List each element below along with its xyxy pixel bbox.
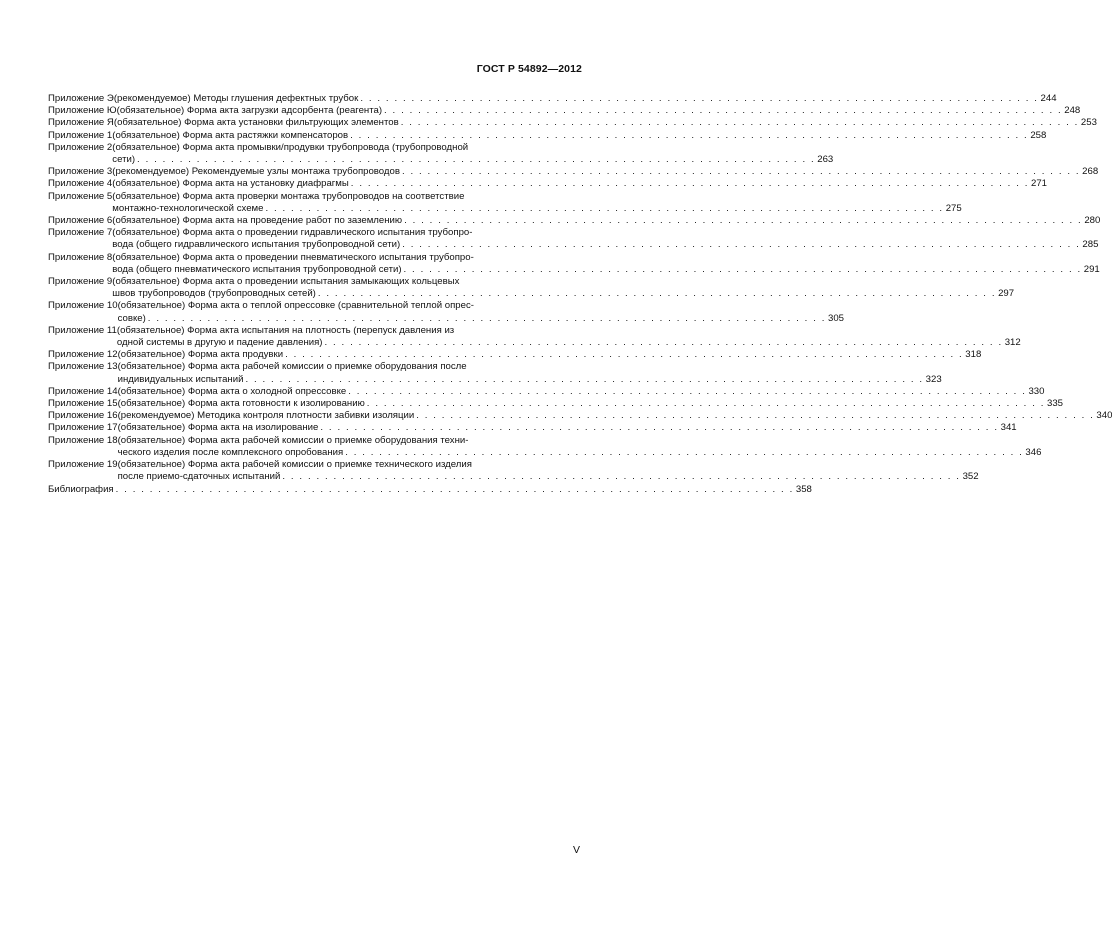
toc-entry[interactable]	[48, 93, 1057, 105]
dot-leader: . . . . . . . . . . . . . . . . . . . . . . . . . . . . . . . . . . . . . . . . . . . . . . . . . . . . . . . . . . . . . . . . . . . . . . . . . . . . . . . .	[147, 312, 827, 324]
toc-entry-title: совке)	[117, 312, 146, 324]
toc-entry-title: (обязательное) Форма акта продувки	[117, 349, 284, 361]
toc-entry-title: (обязательное) Форма акта загрузки адсорбента (реагента)	[116, 105, 383, 117]
dot-leader: . . . . . . . . . . . . . . . . . . . . . . . . . . . . . . . . . . . . . . . . . . . . . . . . . . . . . . . . . . . . . . . . . . . . . . . . . . . . . . . .	[265, 202, 944, 214]
toc-entry-title: (обязательное) Форма акта о проведении пневматического испытания трубопро-	[112, 251, 474, 263]
toc-entry[interactable]	[48, 117, 1097, 129]
toc-entry-page: 285	[1082, 239, 1099, 251]
toc-entry-page: 318	[965, 349, 982, 361]
dot-leader: . . . . . . . . . . . . . . . . . . . . . . . . . . . . . . . . . . . . . . . . . . . . . . . . . . . . . . . . . . . . . . . . . . . . . . . . . . . . . . . .	[317, 288, 997, 300]
toc-entry-title: после приемо-сдаточных испытаний	[117, 471, 281, 483]
toc-entry[interactable]	[48, 129, 1047, 142]
toc-entry-title: монтажно-технологической схеме	[112, 202, 264, 214]
dot-leader: . . . . . . . . . . . . . . . . . . . . . . . . . . . . . . . . . . . . . . . . . . . . . . . . . . . . . . . . . . . . . . . . . . . . . . . . . . . . . . . .	[384, 105, 1063, 117]
toc-entry-title: (рекомендуемое) Методы глушения дефектных трубок	[113, 93, 359, 104]
dot-leader: . . . . . . . . . . . . . . . . . . . . . . . . . . . . . . . . . . . . . . . . . . . . . . . . . . . . . . . . . . . . . . . . . . . . . . . . . . . . . . . .	[282, 471, 961, 483]
dot-leader: . . . . . . . . . . . . . . . . . . . . . . . . . . . . . . . . . . . . . . . . . . . . . . . . . . . . . . . . . . . . . . . . . . . . . . . . . . . . . . . .	[401, 166, 1081, 178]
dot-leader: . . . . . . . . . . . . . . . . . . . . . . . . . . . . . . . . . . . . . . . . . . . . . . . . . . . . . . . . . . . . . . . . . . . . . . . . . . . . . . . .	[404, 215, 1083, 227]
dot-leader: . . . . . . . . . . . . . . . . . . . . . . . . . . . . . . . . . . . . . . . . . . . . . . . . . . . . . . . . . . . . . . . . . . . . . . . . . . . . . . . .	[137, 154, 816, 166]
dot-leader: . . . . . . . . . . . . . . . . . . . . . . . . . . . . . . . . . . . . . . . . . . . . . . . . . . . . . . . . . . . . . . . . . . . . . . . . . . . . . . . .	[245, 373, 924, 385]
toc-entry-page: 258	[1030, 129, 1047, 141]
toc-entry[interactable]	[48, 300, 845, 324]
toc-entry[interactable]	[48, 422, 1017, 434]
toc-entry-page: 335	[1047, 398, 1064, 410]
toc-entry-page: 305	[828, 312, 845, 324]
toc-entry-title: (обязательное) Форма акта установки фильтрующих элементов	[113, 117, 399, 129]
toc-entry-label: Приложение 7	[48, 227, 113, 239]
toc-entry-label: Приложение 5	[48, 190, 113, 202]
toc-entry-page: 330	[1028, 385, 1045, 397]
toc-entry-label: Приложение 1	[48, 129, 113, 141]
toc-entry-page: 275	[945, 202, 962, 214]
toc-entry-label: Приложение 18	[48, 434, 118, 446]
dot-leader: . . . . . . . . . . . . . . . . . . . . . . . . . . . . . . . . . . . . . . . . . . . . . . . . . . . . . . . . . . . . . . . . . . . . . . . . . . . . . . . .	[350, 178, 1030, 190]
dot-leader: . . . . . . . . . . . . . . . . . . . . . . . . . . . . . . . . . . . . . . . . . . . . . . . . . . . . . . . . . . . . . . . . . . . . . . . . . . . . . . . .	[350, 129, 1029, 141]
toc-entry-label: Приложение 11	[48, 324, 117, 336]
toc-entry-label: Приложение 6	[48, 215, 113, 227]
toc-entry[interactable]	[48, 141, 834, 166]
toc-entry-label: Приложение Э	[48, 93, 114, 104]
toc-entry-title: вода (общего гидравлического испытания трубопроводной сети)	[112, 239, 401, 251]
toc-entry-page: 244	[1040, 93, 1057, 104]
toc-entry[interactable]	[48, 178, 1048, 190]
toc-entry-label: Библиография	[48, 483, 114, 495]
dot-leader: . . . . . . . . . . . . . . . . . . . . . . . . . . . . . . . . . . . . . . . . . . . . . . . . . . . . . . . . . . . . . . . . . . . . . . . . . . . . . . . .	[345, 446, 1024, 458]
toc-entry[interactable]	[48, 324, 1021, 349]
toc-entry-label: Приложение 8	[48, 251, 113, 263]
dot-leader: . . . . . . . . . . . . . . . . . . . . . . . . . . . . . . . . . . . . . . . . . . . . . . . . . . . . . . . . . . . . . . . . . . . . . . . . . . . . . . . .	[416, 410, 1095, 422]
toc-entry-title: (обязательное) Форма акта готовности к изолированию	[117, 398, 365, 410]
toc-entry-page: 352	[962, 471, 979, 483]
toc-entry[interactable]	[48, 434, 1042, 459]
dot-leader: . . . . . . . . . . . . . . . . . . . . . . . . . . . . . . . . . . . . . . . . . . . . . . . . . . . . . . . . . . . . . . . . . . . . . . . . . . . . . . . .	[285, 349, 964, 361]
toc-entry[interactable]	[48, 227, 1099, 251]
toc-entry-page: 323	[925, 373, 942, 385]
toc-entry-title: швов трубопроводов (трубопроводных сетей)	[112, 288, 316, 300]
toc-entry-page: 291	[1083, 263, 1100, 275]
toc-entry-page: 346	[1025, 446, 1042, 458]
toc-entry-label: Приложение Я	[48, 117, 114, 129]
toc-entry-label: Приложение 13	[48, 361, 118, 373]
toc-entry[interactable]	[48, 276, 1015, 300]
toc-entry-title: (обязательное) Форма акта о проведении испытания замыкающих кольцевых	[112, 276, 460, 288]
toc-entry-page: 268	[1082, 166, 1099, 178]
toc-entry-page: 297	[998, 288, 1015, 300]
toc-entry-title: (обязательное) Форма акта о теплой опрессовке (сравнительной теплой опрес-	[117, 300, 474, 312]
dot-leader: . . . . . . . . . . . . . . . . . . . . . . . . . . . . . . . . . . . . . . . . . . . . . . . . . . . . . . . . . . . . . . . . . . . . . . . . . . . . . . . .	[320, 422, 999, 434]
toc-entry-label: Приложение 17	[48, 422, 118, 434]
toc-entry[interactable]	[48, 385, 1045, 398]
toc-entry-title: вода (общего пневматического испытания трубопроводной сети)	[112, 263, 402, 275]
toc-entry[interactable]	[48, 410, 1112, 422]
toc-entry[interactable]	[48, 398, 1064, 410]
toc-entry-title: (обязательное) Форма акта рабочей комиссии о приемке оборудования после	[117, 361, 467, 373]
toc-entry[interactable]	[48, 361, 942, 385]
toc-entry-title: (обязательное) Форма акта промывки/продувки трубопровода (трубопроводной	[112, 141, 469, 153]
toc-entry-page: 248	[1064, 105, 1081, 117]
dot-leader: . . . . . . . . . . . . . . . . . . . . . . . . . . . . . . . . . . . . . . . . . . . . . . . . . . . . . . . . . . . . . . . . . . . . . . . . . . . . . . . .	[115, 483, 794, 495]
toc-entry-label: Приложение 2	[48, 141, 113, 153]
toc-entry[interactable]	[48, 166, 1099, 178]
toc-entry[interactable]	[48, 251, 1100, 276]
toc-entry-page: 340	[1096, 410, 1112, 422]
toc-entry-title: (рекомендуемое) Методика контроля плотности забивки изоляции	[117, 410, 415, 422]
toc-entry-label: Приложение 19	[48, 459, 118, 471]
dot-leader: . . . . . . . . . . . . . . . . . . . . . . . . . . . . . . . . . . . . . . . . . . . . . . . . . . . . . . . . . . . . . . . . . . . . . . . . . . . . . . . .	[403, 263, 1082, 275]
toc-entry-title: (обязательное) Форма акта о проведении гидравлического испытания трубопро-	[112, 227, 473, 239]
toc-entry-label: Приложение 4	[48, 178, 113, 190]
toc-entry-label: Приложение 10	[48, 300, 118, 312]
dot-leader: . . . . . . . . . . . . . . . . . . . . . . . . . . . . . . . . . . . . . . . . . . . . . . . . . . . . . . . . . . . . . . . . . . . . . . . . . . . . . . . .	[360, 93, 1039, 104]
toc-entry-page: 280	[1084, 215, 1101, 227]
toc-entry-page: 341	[1000, 422, 1017, 434]
toc-entry-title: ческого изделия после комплексного опробования	[117, 446, 344, 458]
toc-entry-label: Приложение 14	[48, 385, 118, 397]
page-number: V	[572, 844, 580, 856]
toc-entry[interactable]	[48, 459, 979, 483]
toc-entry[interactable]	[48, 483, 812, 496]
toc-entry-label: Приложение 15	[48, 398, 118, 410]
toc-entry-title: (обязательное) Форма акта о холодной опрессовке	[117, 385, 347, 397]
toc-entry[interactable]	[48, 190, 962, 215]
toc-entry-label: Приложение Ю	[48, 105, 117, 117]
document-id-header: ГОСТ Р 54892—2012	[476, 63, 582, 75]
dot-leader: . . . . . . . . . . . . . . . . . . . . . . . . . . . . . . . . . . . . . . . . . . . . . . . . . . . . . . . . . . . . . . . . . . . . . . . . . . . . . . . .	[366, 398, 1046, 410]
toc-entry-title: одной системы в другую и падение давления)	[116, 337, 323, 349]
toc-entry-page: 253	[1080, 117, 1097, 129]
toc-entry-title: (обязательное) Форма акта испытания на плотность (перепуск давления из	[116, 324, 455, 336]
toc-entry-label: Приложение 12	[48, 349, 118, 361]
table-of-contents	[48, 93, 1112, 496]
toc-entry-title: (обязательное) Форма акта рабочей комиссии о приемке технического изделия	[117, 459, 472, 471]
toc-entry[interactable]	[48, 215, 1101, 227]
toc-entry-title: (обязательное) Форма акта рабочей комиссии о приемке оборудования техни-	[117, 434, 469, 446]
toc-entry-title: (обязательное) Форма акта на изолирование	[117, 422, 319, 434]
toc-entry-page: 263	[817, 154, 834, 166]
toc-entry-page: 271	[1031, 178, 1048, 190]
toc-entry[interactable]	[48, 105, 1081, 117]
dot-leader: . . . . . . . . . . . . . . . . . . . . . . . . . . . . . . . . . . . . . . . . . . . . . . . . . . . . . . . . . . . . . . . . . . . . . . . . . . . . . . . .	[348, 385, 1027, 397]
toc-entry-title: сети)	[112, 154, 136, 166]
toc-entry-title: (обязательное) Форма акта растяжки компенсаторов	[112, 129, 349, 141]
dot-leader: . . . . . . . . . . . . . . . . . . . . . . . . . . . . . . . . . . . . . . . . . . . . . . . . . . . . . . . . . . . . . . . . . . . . . . . . . . . . . . . .	[324, 337, 1003, 349]
toc-entry-page: 358	[795, 483, 812, 495]
toc-entry-title: индивидуальных испытаний	[117, 373, 244, 385]
toc-entry-title: (рекомендуемое) Рекомендуемые узлы монтажа трубопроводов	[112, 166, 400, 178]
toc-entry-title: (обязательное) Форма акта на проведение работ по заземлению	[112, 215, 403, 227]
dot-leader: . . . . . . . . . . . . . . . . . . . . . . . . . . . . . . . . . . . . . . . . . . . . . . . . . . . . . . . . . . . . . . . . . . . . . . . . . . . . . . . .	[402, 239, 1081, 251]
toc-entry-title: (обязательное) Форма акта на установку диафрагмы	[112, 178, 349, 190]
toc-entry-title: (обязательное) Форма акта проверки монтажа трубопроводов на соответствие	[112, 190, 465, 202]
toc-entry[interactable]	[48, 349, 982, 361]
toc-entry-label: Приложение 3	[48, 166, 113, 178]
toc-entry-page: 312	[1004, 337, 1021, 349]
toc-entry-label: Приложение 9	[48, 276, 113, 288]
dot-leader: . . . . . . . . . . . . . . . . . . . . . . . . . . . . . . . . . . . . . . . . . . . . . . . . . . . . . . . . . . . . . . . . . . . . . . . . . . . . . . . .	[400, 117, 1079, 129]
toc-entry-label: Приложение 16	[48, 410, 118, 422]
